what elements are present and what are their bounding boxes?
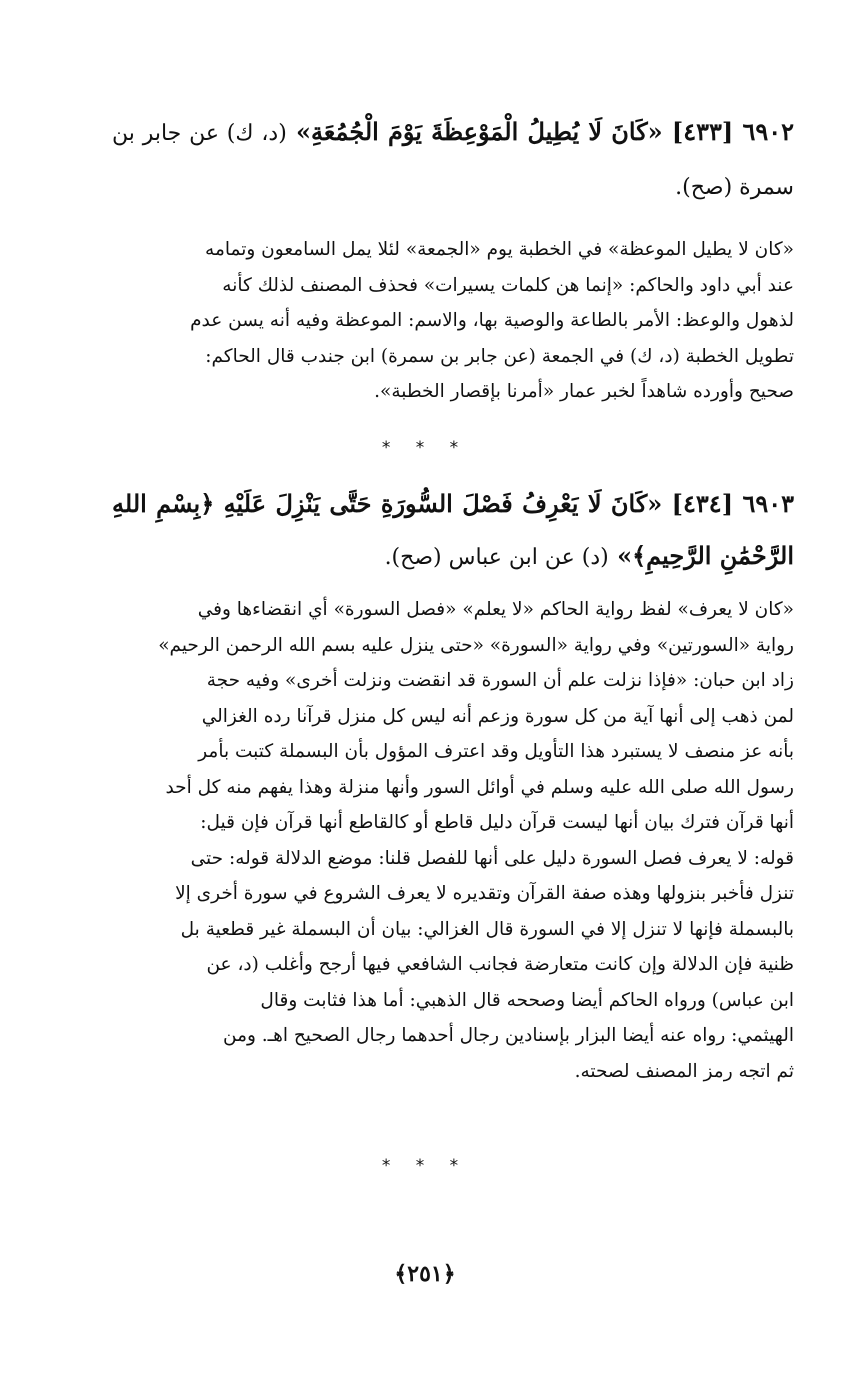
commentary-line: قوله: لا يعرف فصل السورة دليل على أنها للفصل قلنا: موضع الدلالة قوله: حتى <box>190 847 794 869</box>
commentary-line: لذهول والوعظ: الأمر بالطاعة والوصية بها، والاسم: الموعظة وفيه أنه يسن عدم <box>190 310 794 331</box>
commentary-6903 <box>112 592 794 1089</box>
hadith-entry-6903 <box>112 478 794 584</box>
commentary-line: رواية «السورتين» وفي رواية «السورة» «حتى ينزل عليه بسم الله الرحمن الرحيم» <box>158 634 794 656</box>
section-separator: * * * <box>381 1156 469 1176</box>
hadith-source: (د) عن ابن عباس (صح). <box>384 545 609 570</box>
commentary-6902 <box>112 232 794 410</box>
commentary-line: ظنية فإن الدلالة وإن كانت متعارضة فجانب الشافعي فيها أرجح وأغلب (د، عن <box>206 954 794 975</box>
commentary-line: «كان لا يطيل الموعظة» في الخطبة يوم «الجمعة» لئلا يمل السامعون وتمامه <box>205 239 794 260</box>
commentary-line: رسول الله صلى الله عليه وسلم في أوائل السور وأنها منزلة وهذا يفهم منه كل أحد <box>165 776 794 798</box>
hadith-text: «كَانَ لَا يَعْرِفُ فَصْلَ السُّورَةِ حَتَّى يَنْزِلَ عَلَيْهِ ﴿بِسْمِ اللهِ الرَّحْمَٰنِ الرَّحِيمِ﴾» <box>112 489 794 570</box>
commentary-line: ثم اتجه رمز المصنف لصحته. <box>574 1060 794 1082</box>
commentary-line: «كان لا يعرف» لفظ رواية الحاكم «لا يعلم» «فصل السورة» أي انقضاءها وفي <box>197 599 794 620</box>
commentary-line: صحيح وأورده شاهداً لخبر عمار «أمرنا بإقصار الخطبة». <box>374 381 794 402</box>
page-number: ﴿٢٥١﴾ <box>394 1261 456 1287</box>
commentary-line: أنها قرآن فترك بيان أنها ليست قرآن دليل قاطع أو كالقاطع أنها قرآن فإن قيل: <box>200 812 794 833</box>
entry-number: ٦٩٠٢ <box>742 117 795 146</box>
entry-number: ٦٩٠٣ <box>742 489 794 518</box>
section-separator: * * * <box>381 438 469 458</box>
commentary-line: تنزل فأخبر بنزولها وهذه صفة القرآن وتقديره لا يعرف الشروع في سورة أخرى إلا <box>175 883 794 904</box>
hadith-text: «كَانَ لَا يُطِيلُ الْمَوْعِظَةَ يَوْمَ الْجُمُعَةِ» <box>296 117 663 146</box>
commentary-line: لمن ذهب إلى أنها آية من كل سورة وزعم أنه ليس كل منزل قرآنا رده الغزالي <box>201 705 794 727</box>
hadith-source: (د، ك) عن جابر بن سمرة (صح). <box>112 121 794 200</box>
commentary-line: بأنه عز منصف لا يستبرد هذا التأويل وقد اعترف المؤول بأن البسملة كتبت بأمر <box>198 741 794 762</box>
commentary-line: بالبسملة فإنها لا تنزل إلا في السورة قال الغزالي: بيان أن البسملة غير قطعية بل <box>180 918 794 940</box>
hadith-entry-6902 <box>112 106 794 214</box>
commentary-line: الهيثمي: رواه عنه أيضا البزار بإسنادين رجال أحدهما رجال الصحيح اهـ. ومن <box>222 1025 794 1046</box>
entry-index: [٤٣٤] <box>671 489 734 518</box>
entry-index: [٤٣٣] <box>671 117 734 146</box>
commentary-line: عند أبي داود والحاكم: «إنما هن كلمات يسيرات» فحذف المصنف لذلك كأنه <box>222 274 794 296</box>
commentary-line: ابن عباس) ورواه الحاكم أيضا وصححه قال الذهبي: أما هذا فثابت وقال <box>260 989 794 1011</box>
commentary-line: زاد ابن حبان: «فإذا نزلت علم أن السورة قد انقضت ونزلت أخرى» وفيه حجة <box>206 670 794 691</box>
commentary-line: تطويل الخطبة (د، ك) في الجمعة (عن جابر بن سمرة) ابن جندب قال الحاكم: <box>205 345 794 367</box>
